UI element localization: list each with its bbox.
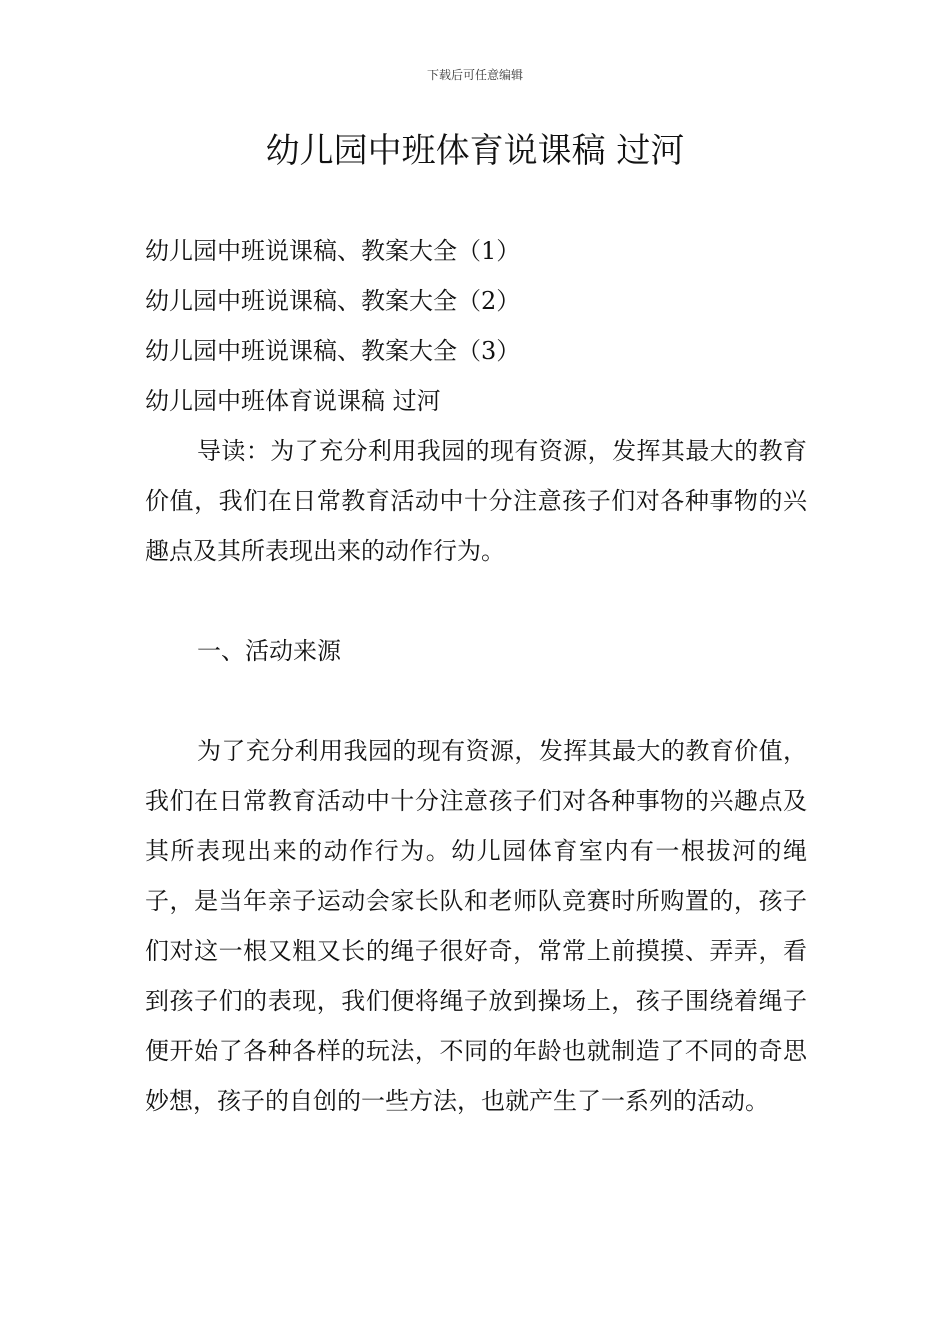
section-body-paragraph: 为了充分利用我园的现有资源，发挥其最大的教育价值，我们在日常教育活动中十分注意孩子们对各种事物的兴趣点及其所表现出来的动作行为。幼儿园体育室内有一根拔河的绳子，是当年亲子运动会家长队和老师队竞赛时所购置的，孩子们对这一根又粗又长的绳子很好奇，常常上前摸摸、弄弄，看到孩子们的表现，我们便将绳子放到操场上，孩子围绕着绳子便开始了各种各样的玩法，不同的年龄也就制造了不同的奇思妙想，孩子的自创的一些方法，也就产生了一系列的活动。 [145,737,807,1115]
section-heading: 一、活动来源 [197,637,341,665]
toc-item: 幼儿园中班说课稿、教案大全（2） [145,287,521,315]
header-note: 下载后可任意编辑 [426,68,523,82]
intro-paragraph: 导读：为了充分利用我园的现有资源，发挥其最大的教育价值，我们在日常教育活动中十分注意孩子们对各种事物的兴趣点及其所表现出来的动作行为。 [145,437,807,565]
document-body [145,226,807,1126]
toc-item: 幼儿园中班说课稿、教案大全（1） [145,237,521,265]
blank-line [145,676,807,726]
document-title: 幼儿园中班体育说课稿 过河 [265,131,685,171]
toc-item: 幼儿园中班说课稿、教案大全（3） [145,337,521,365]
toc-item: 幼儿园中班体育说课稿 过河 [145,387,441,415]
